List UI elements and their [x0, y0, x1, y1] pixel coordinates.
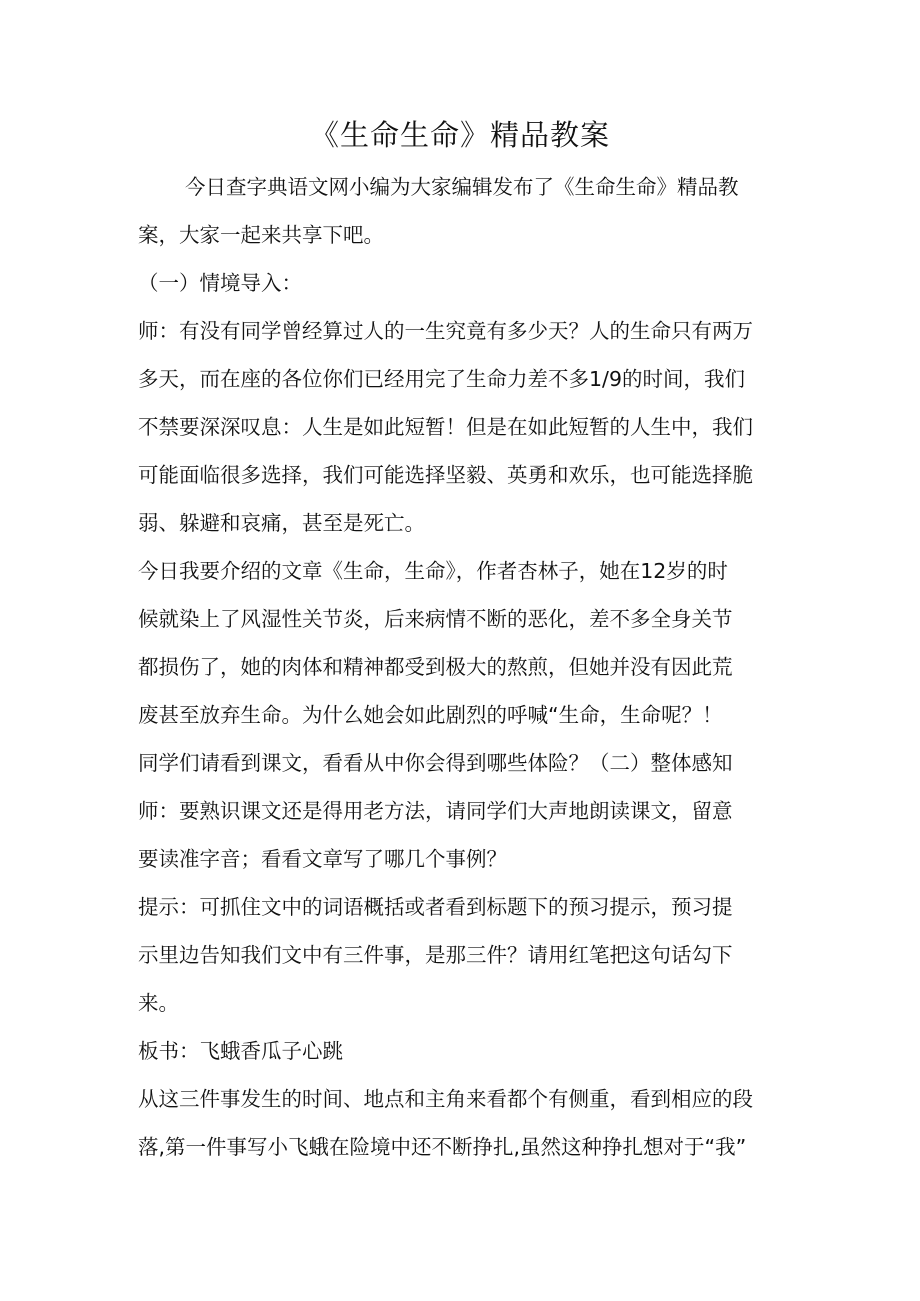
paragraph-line: 从这三件事发生的时间、地点和主角来看都个有侧重，看到相应的段	[138, 1087, 753, 1111]
paragraph-line: 不禁要深深叹息：人生是如此短暂！但是在如此短暂的人生中，我们	[138, 415, 753, 439]
section-heading: （一）情境导入：	[138, 271, 302, 295]
paragraph-line: 今日查字典语文网小编为大家编辑发布了《生命生命》精品教	[185, 175, 739, 199]
paragraph-line: 来。	[138, 991, 179, 1015]
paragraph-line: 落,第一件事写小飞蛾在险境中还不断挣扎,虽然这种挣扎想对于“我”	[138, 1135, 747, 1159]
paragraph-line: 师：要熟识课文还是得用老方法，请同学们大声地朗读课文，留意	[138, 799, 733, 823]
paragraph-line: 示里边告知我们文中有三件事，是那三件？请用红笔把这句话勾下	[138, 943, 733, 967]
paragraph-line: 师：有没有同学曾经算过人的一生究竟有多少天？人的生命只有两万	[138, 319, 753, 343]
paragraph-line: 要读准字音；看看文章写了哪几个事例？	[138, 847, 507, 871]
paragraph-line: 废甚至放弃生命。为什么她会如此剧烈的呼喊“生命，生命呢？！	[138, 703, 723, 727]
document-title: 《生命生命》精品教案	[309, 118, 610, 152]
paragraph-line: 候就染上了风湿性关节炎，后来病情不断的恶化，差不多全身关节	[138, 607, 733, 631]
paragraph-line: 弱、躲避和哀痛，甚至是死亡。	[138, 511, 425, 535]
paragraph-line: 多天，而在座的各位你们已经用完了生命力差不多1/9的时间，我们	[138, 367, 745, 391]
paragraph-line: 提示：可抓住文中的词语概括或者看到标题下的预习提示，预习提	[138, 895, 733, 919]
paragraph-line: 可能面临很多选择，我们可能选择坚毅、英勇和欢乐，也可能选择脆	[138, 463, 753, 487]
paragraph-line: 案，大家一起来共享下吧。	[138, 223, 384, 247]
paragraph-line: 都损伤了，她的肉体和精神都受到极大的熬煎，但她并没有因此荒	[138, 655, 733, 679]
paragraph-line: 同学们请看到课文，看看从中你会得到哪些体险？（二）整体感知	[138, 751, 733, 775]
paragraph-line: 板书：飞蛾香瓜子心跳	[138, 1039, 343, 1063]
paragraph-line: 今日我要介绍的文章《生命，生命》，作者杏林子，她在12岁的时	[138, 559, 728, 583]
